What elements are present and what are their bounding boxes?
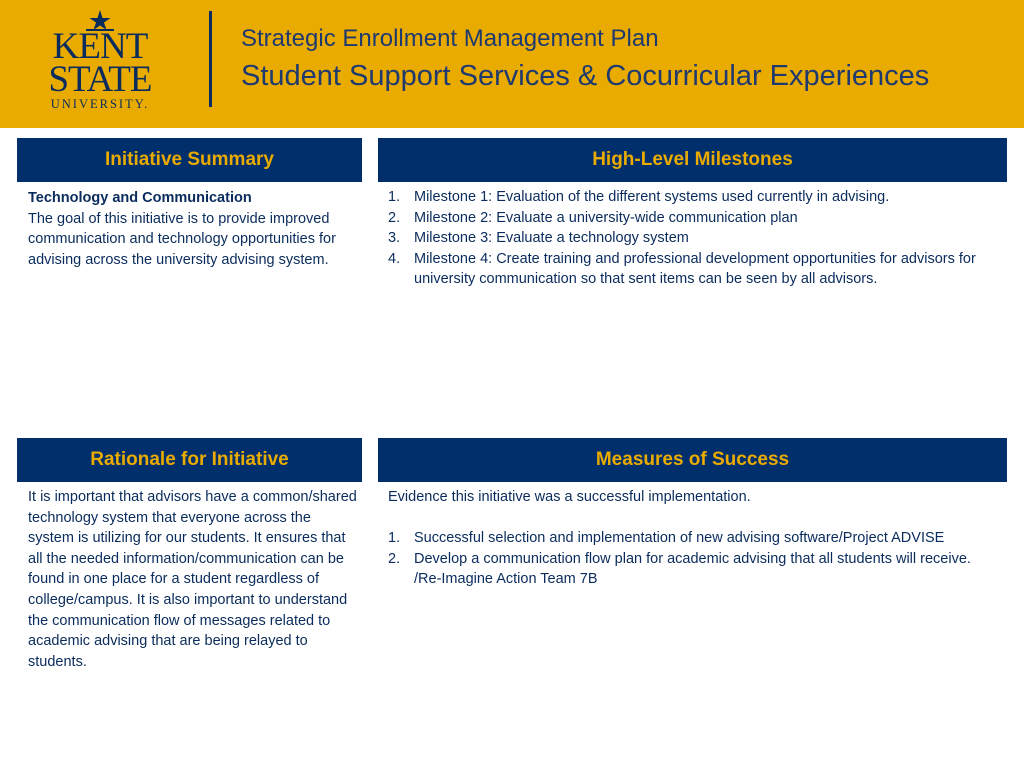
rationale-body: It is important that advisors have a common/shared technology system that everyone across the system is utilizing for our students. It ensures that all the needed information/communication can be found in one place for a student regardless of college/campus. It is also important to understand the communication flow of messages related to academic advising that are being relayed to students. bbox=[28, 489, 357, 670]
item-text: Milestone 3: Evaluate a technology system bbox=[414, 230, 689, 247]
item-number: 2. bbox=[388, 209, 401, 226]
list-item bbox=[388, 528, 998, 549]
initiative-summary-body bbox=[28, 188, 360, 270]
initiative-summary-heading: Initiative Summary bbox=[17, 138, 362, 182]
logo-kent: KENT bbox=[52, 26, 148, 67]
page-title: Strategic Enrollment Management Plan bbox=[241, 25, 659, 52]
summary-text: The goal of this initiative is to provide improved communication and technology opportunities for advising across the university advising system. bbox=[28, 210, 336, 268]
item-number: 4. bbox=[388, 250, 401, 267]
list-item bbox=[388, 208, 998, 229]
item-number: 3. bbox=[388, 230, 401, 247]
summary-bold-line: Technology and Communication bbox=[28, 190, 252, 206]
page-subtitle: Student Support Services & Cocurricular Experiences bbox=[241, 60, 930, 92]
item-text: Milestone 4: Create training and professional development opportunities for advisors for university communication so that sent items can be seen by all advisors. bbox=[414, 250, 976, 288]
list-item bbox=[388, 187, 998, 208]
list-item bbox=[388, 549, 998, 590]
measures-heading: Measures of Success bbox=[378, 438, 1007, 482]
rationale-heading: Rationale for Initiative bbox=[17, 438, 362, 482]
logo-state: STATE bbox=[48, 59, 152, 100]
header-banner bbox=[0, 0, 1024, 128]
item-text: Develop a communication flow plan for academic advising that all students will receive. /Re-Imagine Action Team 7B bbox=[414, 550, 971, 588]
measures-list bbox=[388, 528, 998, 590]
kent-state-logo bbox=[46, 10, 154, 114]
item-text: Milestone 1: Evaluation of the different systems used currently in advising. bbox=[414, 189, 890, 205]
milestones-heading: High-Level Milestones bbox=[378, 138, 1007, 182]
item-number: 2. bbox=[388, 550, 401, 567]
logo-university: UNIVERSITY. bbox=[50, 97, 150, 111]
milestones-list bbox=[388, 187, 998, 290]
list-item bbox=[388, 249, 998, 290]
list-item bbox=[388, 228, 998, 249]
measures-body bbox=[388, 487, 998, 590]
measures-intro: Evidence this initiative was a successful implementation. bbox=[388, 489, 751, 505]
item-text: Successful selection and implementation of new advising software/Project ADVISE bbox=[414, 530, 945, 547]
milestones-body bbox=[388, 187, 998, 290]
item-number: 1. bbox=[388, 530, 401, 547]
header-divider bbox=[209, 11, 212, 107]
item-number: 1. bbox=[388, 189, 401, 205]
item-text: Milestone 2: Evaluate a university-wide communication plan bbox=[414, 209, 798, 226]
